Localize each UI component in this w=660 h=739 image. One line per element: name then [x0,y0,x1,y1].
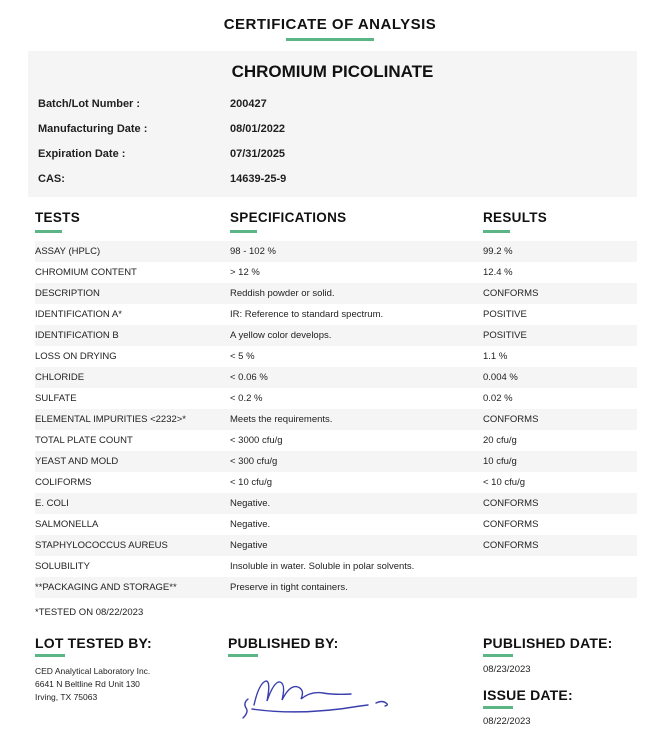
specification-cell: < 0.2 % [230,393,263,404]
expiration-date-value: 07/31/2025 [230,147,286,160]
test-name-cell: LOSS ON DRYING [35,351,117,362]
issue-date-heading: ISSUE DATE: [483,687,573,703]
tests-header-label: TESTS [35,210,81,225]
lab-address-line2: Irving, TX 75063 [35,692,98,703]
lot-tested-by-heading: LOT TESTED BY: [35,635,152,651]
table-row [35,241,637,262]
specification-cell: Preserve in tight containers. [230,582,348,593]
test-name-cell: SOLUBILITY [35,561,90,572]
table-row [35,325,637,346]
test-name-cell: ASSAY (HPLC) [35,246,101,257]
batch-lot-number-label: Batch/Lot Number : [38,97,141,110]
table-row [35,451,637,472]
table-body [35,241,637,598]
expiration-date-row [28,141,637,166]
table-row [35,472,637,493]
results-header-label: RESULTS [483,210,548,225]
table-header-row [35,209,637,233]
cas-value: 14639-25-9 [230,172,287,185]
accent-underline [230,230,257,233]
test-name-cell: CHROMIUM CONTENT [35,267,137,278]
manufacturing-date-row [28,116,637,141]
table-row [35,367,637,388]
dates-block [483,635,637,739]
specification-cell: Negative [230,540,268,551]
specification-cell: Reddish powder or solid. [230,288,335,299]
test-name-cell: COLIFORMS [35,477,92,488]
product-info-panel [28,51,637,197]
specification-cell: < 10 cfu/g [230,477,272,488]
test-name-cell: ELEMENTAL IMPURITIES <2232>* [35,414,187,425]
specification-cell: 98 - 102 % [230,246,276,257]
table-row [35,556,637,577]
batch-lot-number-row [28,91,637,116]
test-name-cell: TOTAL PLATE COUNT [35,435,133,446]
specification-cell: < 300 cfu/g [230,456,278,467]
result-cell: POSITIVE [483,330,527,341]
table-row [35,346,637,367]
results-column-header [483,209,637,233]
table-row [35,430,637,451]
result-cell: 0.004 % [483,372,518,383]
published-date-value: 08/23/2023 [483,664,531,675]
result-cell: CONFORMS [483,414,539,425]
result-cell: POSITIVE [483,309,527,320]
test-name-cell: SALMONELLA [35,519,99,530]
result-cell: 0.02 % [483,393,513,404]
result-cell: 1.1 % [483,351,508,362]
results-table [35,209,637,618]
cas-row [28,166,637,191]
footer-section [0,635,660,739]
signature-image [238,669,483,726]
test-name-cell: YEAST AND MOLD [35,456,119,467]
table-row [35,304,637,325]
accent-underline [228,654,258,657]
specification-cell: Negative. [230,498,271,509]
product-name: CHROMIUM PICOLINATE [231,62,434,81]
test-name-cell: IDENTIFICATION A* [35,309,122,320]
test-name-cell: SULFATE [35,393,77,404]
specification-cell: < 0.06 % [230,372,268,383]
specification-cell: < 3000 cfu/g [230,435,283,446]
cas-label: CAS: [38,172,65,185]
result-cell: 10 cfu/g [483,456,517,467]
table-row [35,283,637,304]
accent-underline [35,230,62,233]
accent-underline [286,38,374,41]
test-name-cell: STAPHYLOCOCCUS AUREUS [35,540,168,551]
lot-tested-by-block [35,635,228,739]
test-name-cell: CHLORIDE [35,372,85,383]
table-row [35,262,637,283]
manufacturing-date-label: Manufacturing Date : [38,122,148,135]
result-cell: CONFORMS [483,519,539,530]
accent-underline [483,654,513,657]
issue-date-value: 08/22/2023 [483,716,531,727]
certificate-of-analysis-document [0,16,660,727]
table-row [35,409,637,430]
table-row [35,577,637,598]
manufacturing-date-value: 08/01/2022 [230,122,286,135]
accent-underline [483,230,510,233]
accent-underline [483,706,513,709]
specifications-column-header [230,209,483,233]
published-by-block [228,635,483,739]
lab-name: CED Analytical Laboratory Inc. [35,666,151,676]
published-by-heading: PUBLISHED BY: [228,635,339,651]
laboratory-info [35,665,228,705]
certificate-title: CERTIFICATE OF ANALYSIS [223,16,437,33]
result-cell: CONFORMS [483,540,539,551]
table-row [35,493,637,514]
test-name-cell: DESCRIPTION [35,288,100,299]
tested-on-footnote: *TESTED ON 08/22/2023 [35,607,144,618]
specification-cell: Negative. [230,519,271,530]
test-name-cell: IDENTIFICATION B [35,330,119,341]
result-cell: CONFORMS [483,498,539,509]
result-cell: 20 cfu/g [483,435,517,446]
specification-cell: < 5 % [230,351,255,362]
specification-cell: A yellow color develops. [230,330,332,341]
expiration-date-label: Expiration Date : [38,147,126,160]
specification-cell: Insoluble in water. Soluble in polar solvents. [230,561,415,572]
result-cell: < 10 cfu/g [483,477,525,488]
batch-lot-number-value: 200427 [230,97,267,110]
lab-address-line1: 6641 N Beltline Rd Unit 130 [35,679,140,690]
specification-cell: IR: Reference to standard spectrum. [230,309,384,320]
specification-cell: Meets the requirements. [230,414,333,425]
table-row [35,388,637,409]
result-cell: 99.2 % [483,246,513,257]
specifications-header-label: SPECIFICATIONS [230,210,347,225]
tests-column-header [35,209,230,233]
published-date-heading: PUBLISHED DATE: [483,635,613,651]
specification-cell: > 12 % [230,267,260,278]
result-cell: 12.4 % [483,267,513,278]
test-name-cell: **PACKAGING AND STORAGE** [35,582,177,593]
result-cell: CONFORMS [483,288,539,299]
test-name-cell: E. COLI [35,498,69,509]
table-row [35,535,637,556]
accent-underline [35,654,65,657]
table-row [35,514,637,535]
